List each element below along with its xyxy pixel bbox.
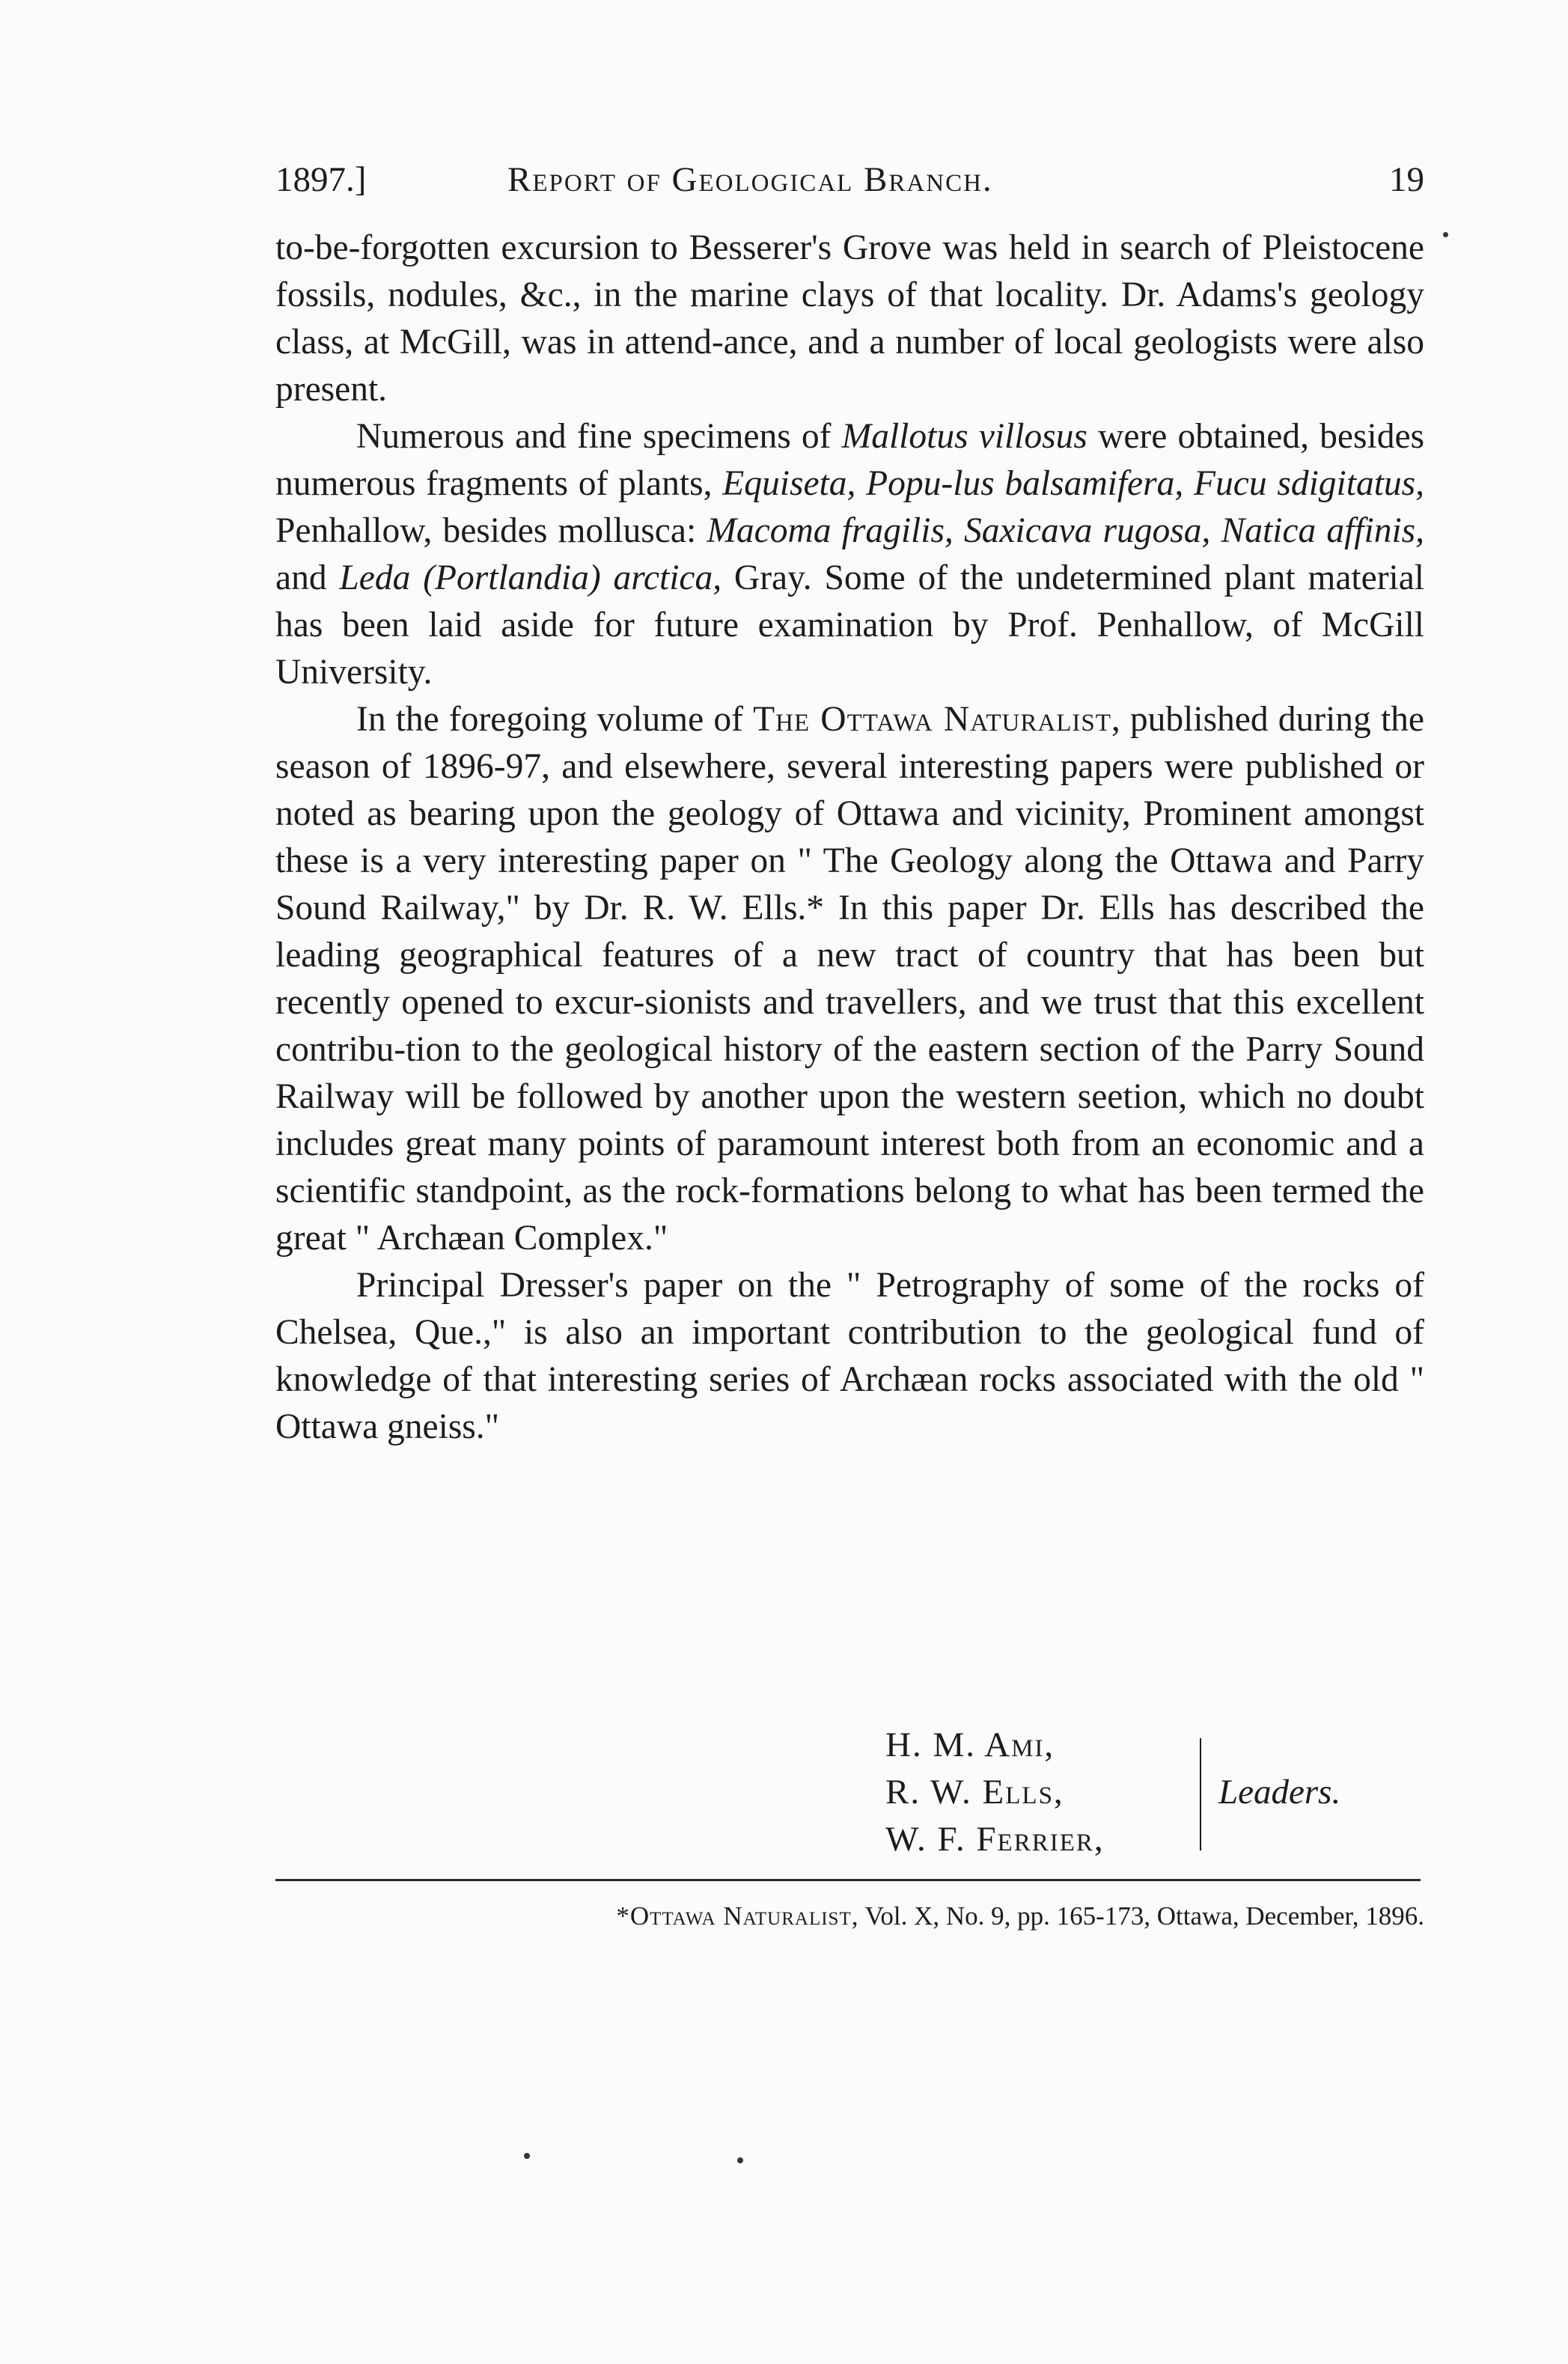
- p3-journal-title: The Ottawa Naturalist: [753, 700, 1111, 739]
- p2-text-a: Numerous and fine specimens of: [356, 417, 842, 456]
- header-year: 1897.]: [275, 160, 367, 199]
- speck-mark: [1443, 232, 1448, 237]
- body-text: [275, 225, 1424, 1451]
- paragraph-2: [275, 413, 1424, 696]
- footnote-journal: *Ottawa Naturalist,: [616, 1901, 859, 1931]
- paragraph-1: to-be-forgotten excursion to Besserer's Grove was held in search of Pleistocene fossils, nodules, &c., in the marine clays of that locality. Dr. Adams's geology class, at McGill, was in attend-ance, and a number of local geologists were also present.: [275, 228, 1424, 409]
- running-header: [275, 150, 1424, 210]
- signer-3: W. F. Ferrier,: [885, 1820, 1105, 1859]
- header-title: Report of Geological Branch.: [507, 160, 993, 199]
- p2-species-plants: Equiseta, Popu-lus balsamifera, Fucu sdigitatus,: [722, 464, 1424, 503]
- p2-text-e: Penhallow, besides mollusca:: [275, 511, 707, 550]
- signer-1: H. M. Ami,: [885, 1725, 1055, 1764]
- p2-text-g: and: [275, 558, 340, 597]
- p2-species-leda: Leda (Portlandia) arctica,: [339, 558, 722, 597]
- signers-role: Leaders.: [1218, 1773, 1341, 1812]
- p3-text-a: In the foregoing volume of: [356, 700, 754, 739]
- paragraph-4: Principal Dresser's paper on the " Petrography of some of the rocks of Chelsea, Que.," is also an important contribution to the geological fund of knowledge of that interesting series of Archæan rocks associated with the old " Ottawa gneiss.": [275, 1266, 1424, 1446]
- footnote: [275, 1894, 1424, 1939]
- footnote-divider: [275, 1879, 1421, 1881]
- p2-text-c: were obtained, besides numerous fragments of plants,: [275, 417, 1425, 503]
- speck-mark: [524, 2153, 530, 2159]
- signer-names: [885, 1722, 1105, 1863]
- page-number: 19: [1389, 160, 1424, 199]
- signature-block: [885, 1722, 1424, 1871]
- p3-text-c: , published during the season of 1896-97, and elsewhere, several interesting papers were published or noted as bearing upon the geology of Ottawa and vicinity, Prominent amongst these is a very interesting paper on " The Geology along the Ottawa and Parry Sound Railway," by Dr. R. W. Ells.* In this paper Dr. Ells has described the leading geographical features of a new tract of country that has been but recently opened to excur-sionists and travellers, and we trust that this excellent contribu-tion to the geological history of the eastern section of the Parry Sound Railway will be followed by another upon the western seetion, which no doubt includes great many points of paramount interest both from an economic and a scientific standpoint, as the rock-formations belong to what has been termed the great " Archæan Complex.": [275, 700, 1424, 1258]
- footnote-citation: Vol. X, No. 9, pp. 165-173, Ottawa, December, 1896.: [858, 1901, 1424, 1931]
- paragraph-3: [275, 696, 1424, 1262]
- speck-mark: [737, 2157, 743, 2163]
- signer-2: R. W. Ells,: [885, 1773, 1064, 1812]
- brace: [1200, 1738, 1212, 1850]
- p2-species-mollusca: Macoma fragilis, Saxicava rugosa, Natica affinis,: [707, 511, 1425, 550]
- p2-species-mallotus: Mallotus villosus: [841, 417, 1087, 456]
- p2-text-i: Gray. Some of the undetermined plant material has been laid aside for future examination by Prof. Penhallow, of McGill University.: [275, 558, 1424, 692]
